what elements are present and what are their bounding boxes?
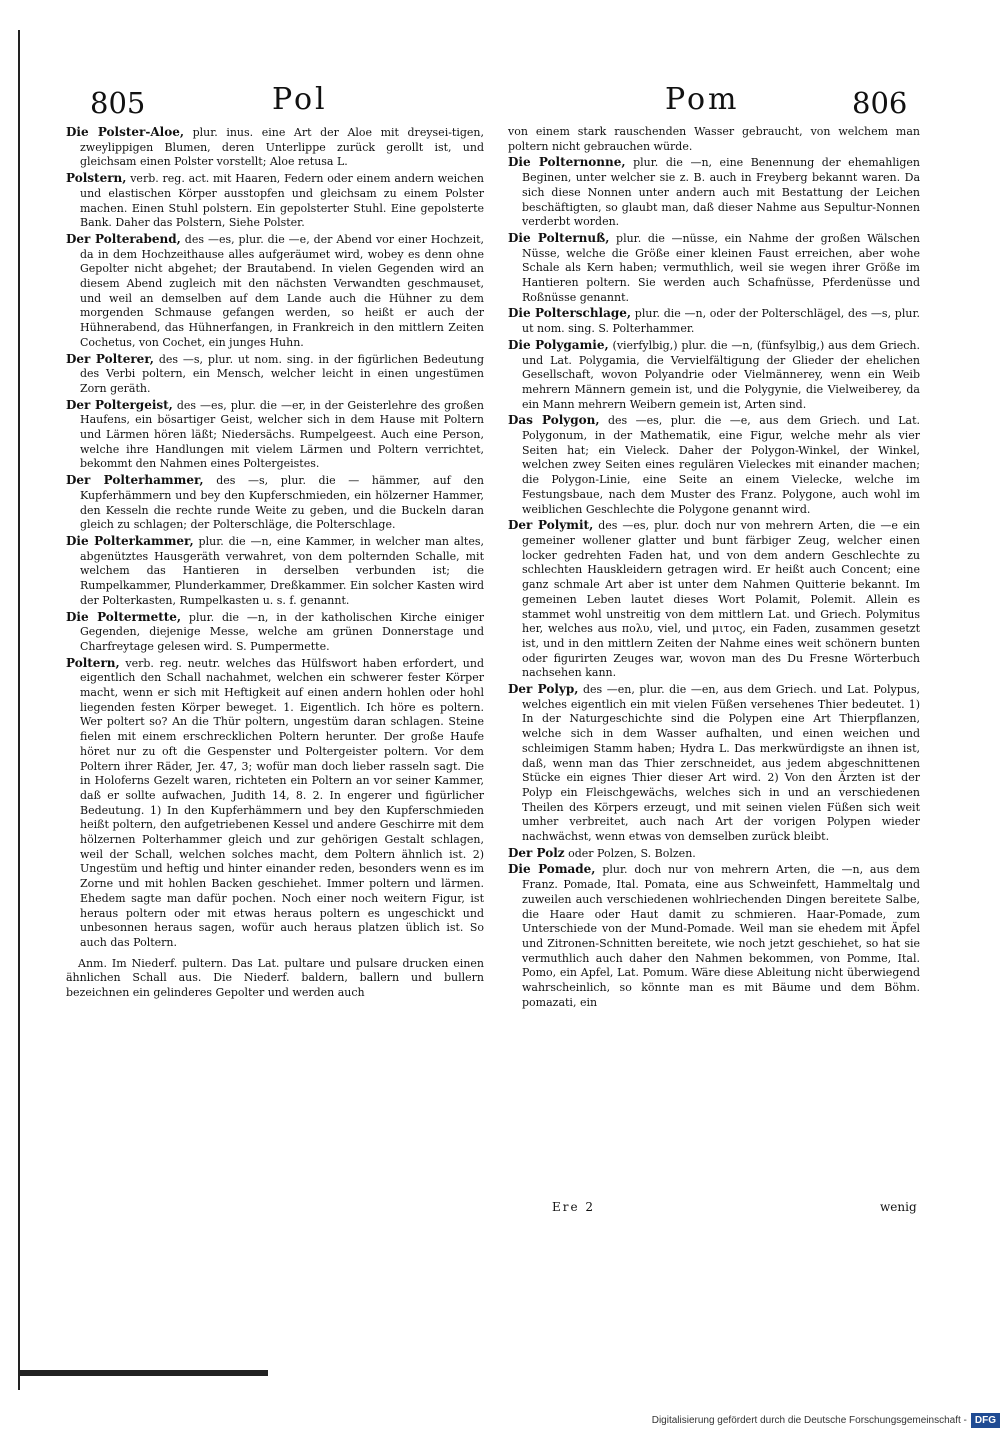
dictionary-entry	[508, 682, 920, 845]
dictionary-entry	[508, 125, 920, 154]
entry-text: von einem stark rauschenden Wasser gebraucht, von welchem man poltern nicht gebrauchen würde.	[508, 125, 920, 153]
entry-headword: Der Polz	[508, 845, 565, 860]
entry-text: des —es, plur. die —e, aus dem Griech. und Lat. Polygonum, in der Mathematik, eine Figur, welche mehr als vier Seiten hat; ein Vieleck. Daher der Polygon-Winkel, der Winkel, welchen zwey Seiten eines regulären Vieleckes mit einander machen; die Polygon-Linie, eine Seite an einem Vielecke, welche im Festungsbaue, nach dem Muster des Franz. Polygone, auch wohl im weiblichen Geschlechte die Polygone genannt wird.	[522, 414, 920, 516]
dictionary-entry	[66, 957, 484, 1001]
running-head-left: Pol	[272, 82, 328, 117]
entry-headword: Das Polygon,	[508, 413, 600, 428]
entry-text: des —es, plur. die —er, in der Geisterlehre des großen Haufens, ein bösartiger Geist, welcher sich in dem Hause mit Poltern und Lärmen hören läßt; Niedersächs. Rumpelgeest. Auch eine Person, welche ihre Handlungen mit vielem Lärmen und Poltern verrichtet, bekommt den Nahmen eines Poltergeistes.	[80, 398, 484, 471]
entry-headword: Poltern,	[66, 655, 120, 670]
dfg-logo: DFG	[971, 1413, 1000, 1428]
dictionary-entry	[508, 306, 920, 336]
dictionary-entry	[508, 413, 920, 517]
dictionary-entry	[66, 352, 484, 397]
entry-headword: Die Pomade,	[508, 862, 596, 877]
entry-headword: Der Polterabend,	[66, 231, 181, 246]
entry-text: plur. die —n, eine Benennung der ehemahligen Beginen, unter welcher sie z. B. auch in Freyberg bekannt waren. Da sich diese Nonnen unter andern auch mit Bestattung der Leichen beschäftigten, so glaubt man, daß dieser Nahme aus Sepultur-Nonnen verderbt worden.	[522, 156, 921, 229]
dictionary-entry	[66, 473, 484, 533]
dictionary-entry	[66, 398, 484, 473]
footer-text: Digitalisierung gefördert durch die Deutsche Forschungsgemeinschaft -	[651, 1414, 967, 1426]
entry-text: des —s, plur. ut nom. sing. in der figürlichen Bedeutung des Verbi poltern, ein Mensch, welcher leicht in einen ungestümen Zorn geräth.	[80, 352, 484, 395]
entry-headword: Die Polterkammer,	[66, 533, 194, 548]
entry-headword: Polstern,	[66, 171, 127, 186]
entry-headword: Die Polternonne,	[508, 155, 626, 170]
entry-headword: Der Polyp,	[508, 682, 579, 697]
entry-text: plur. doch nur von mehrern Arten, die —n, aus dem Franz. Pomade, Ital. Pomata, eine aus Schweinfett, Hammeltalg und zuweilen auch verschiedenen wohlriechenden Dingen bereitete Salbe, die Haare oder Haut damit zu schmieren. Haar-Pomade, zum Unterschiede von der Mund-Pomade. Weil man sie ehedem mit Äpfel und Zitronen-Schnitten bereitete, wie noch jetzt geschiehet, so hat sie vermuthlich auch daher den Nahmen bekommen, von Pomme, Ital. Pomo, ein Apfel, Lat. Pomum. Wäre diese Ableitung nicht überwiegend wahrscheinlich, so könnte man es mit Bäume und dem Böhm. pomazati, ein	[522, 863, 920, 1009]
entry-text: plur. inus. eine Art der Aloe mit dreysei-tigen, zweylippigen Blumen, deren Unterlippe zurück gerollt ist, und gleichsam einen Polster vorstellt; Aloe retusa L.	[80, 126, 484, 169]
dictionary-entry	[508, 231, 920, 306]
binding-line	[18, 30, 20, 1390]
page-number-right: 806	[852, 86, 908, 120]
dictionary-entry	[66, 171, 484, 231]
entry-text: plur. die —n, eine Kammer, in welcher man altes, abgenütztes Hausgeräth verwahret, von dem polternden Schalle, mit welchem das Hantieren in derselben verbunden ist; die Rumpelkammer, Plunderkammer, Dreßkammer. Ein solcher Kasten wird der Polterkasten, Rumpelkasten u. s. f. genannt.	[80, 534, 484, 607]
entry-headword: Der Polterhammer,	[66, 473, 204, 488]
dictionary-entry	[508, 155, 920, 230]
right-column	[508, 125, 920, 1011]
entry-text: Anm. Im Niederf. pultern. Das Lat. pultare und pulsare drucken einen ähnlichen Schall aus. Die Niederf. baldern, ballern und bullern bezeichnen ein gelinderes Gepolter und werden auch	[66, 956, 484, 1000]
entry-text: verb. reg. neutr. welches das Hülfswort haben erfordert, und eigentlich den Schall nachahmet, welchen ein schwerer fester Körper macht, wenn er sich mit Heftigkeit auf einen andern hohlen oder hohl liegenden festen Körper beweget. 1. Eigentlich. Ich höre es poltern. Wer poltert so? An die Thür poltern, ungestüm daran schlagen. Steine fielen mit einem erschrecklichen Poltern herunter. Der große Haufe höret nur zu oft die Gespenster und Poltergeister poltern. Vor dem Poltern ihrer Räder, Jer. 47, 3; wofür man doch lieber rasseln sagt. Die in Holoferns Gezelt waren, richteten ein Poltern an vor seiner Kammer, daß er sollte aufwachen, Judith 14, 8. 2. In engerer und figürlicher Bedeutung. 1) In den Kupferhämmern und bey den Kupferschmieden heißt poltern, den aufgetriebenen Kessel und andere Geschirre mit dem hölzernen Polterhammer gleich und zur gehörigen Gestalt schlagen, weil der Schall, welchen solches macht, dem Poltern ähnlich ist. 2) Ungestüm und heftig und hinter einander reden, besonders wenn es im Zorne und mit hohlen Backen geschiehet. Immer poltern und lärmen. Ehedem sagte man dafür pochen. Noch einer noch weitern Figur, ist heraus poltern oder mit etwas heraus poltern es ungeschickt und unbesonnen heraus sagen, wofür auch heraus platzen üblich ist. So auch das Poltern.	[80, 656, 484, 949]
entry-text: plur. die —n, in der katholischen Kirche einiger Gegenden, diejenige Messe, welche am grünen Donnerstage und Charfreytage gelesen wird. S. Pumpermette.	[80, 610, 484, 653]
dictionary-entry	[508, 846, 920, 862]
dictionary-entry	[66, 232, 484, 351]
dictionary-entry	[66, 125, 484, 170]
dictionary-entry	[66, 656, 484, 951]
entry-headword: Der Polymit,	[508, 518, 594, 533]
entry-headword: Die Polterschlage,	[508, 306, 632, 321]
catchword: wenig	[880, 1200, 917, 1214]
dictionary-entry	[508, 862, 920, 1010]
entry-text: verb. reg. act. mit Haaren, Federn oder einem andern weichen und elastischen Körper ausstopfen und gleichsam zu einem Polster machen. Einen Stuhl polstern. Ein gepolsterter Stuhl. Eine gepolsterte Bank. Daher das Polstern, Siehe Polster.	[80, 172, 484, 230]
dictionary-entry	[66, 534, 484, 609]
dictionary-entry	[66, 610, 484, 655]
entry-text: plur. die —nüsse, ein Nahme der großen Wälschen Nüsse, welche die Größe einer kleinen Faust erreichen, aber wohe Schale als Kern haben; vermuthlich, weil sie wegen ihrer Größe im Hantieren poltern. Sie werden auch Schafnüsse, Pferdenüsse und Roßnüsse genannt.	[522, 231, 920, 304]
entry-headword: Die Polternuß,	[508, 230, 610, 245]
dictionary-entry	[508, 518, 920, 681]
entry-text: plur. die —n, oder der Polterschlägel, des —s, plur. ut nom. sing. S. Polterhammer.	[522, 307, 920, 336]
entry-text: des —en, plur. die —en, aus dem Griech. und Lat. Polypus, welches eigentlich ein mit vielen Füßen versehenes Thier bedeutet. 1) In der Naturgeschichte sind die Polypen eine Art Thierpflanzen, welche sich in dem Wasser aufhalten, und einen weichen und schleimigen Stamm haben; Hydra L. Das merkwürdigste an ihnen ist, daß, wenn man das Thier zerschneidet, aus jedem abgeschnittenen Stücke ein eignes Thier dieser Art wird. 2) Von den Ärzten ist der Polyp ein Fleischgewächs, welches sich in und an verschiedenen Theilen des Körpers erzeugt, und mit seinen vielen Füßen sich weit umher verbreitet, auch nach Art der vorigen Polypen wieder nachwächst, wenn etwas von demselben zurück bleibt.	[522, 683, 920, 844]
footer	[652, 1410, 1000, 1430]
entry-headword: Die Polygamie,	[508, 337, 609, 352]
bottom-rule	[18, 1370, 268, 1376]
entry-headword: Die Poltermette,	[66, 609, 182, 624]
running-head-right: Pom	[665, 82, 740, 117]
page-number-left: 805	[90, 86, 146, 120]
entry-text: des —s, plur. die — hämmer, auf den Kupferhämmern und bey den Kupferschmieden, ein hölzerner Hammer, den Kesseln die rechte runde Weite zu geben, und die Buckeln daran gleich zu schlagen; der Polterschläge, die Polterschlage.	[80, 474, 484, 532]
left-column	[66, 125, 484, 1002]
entry-headword: Der Poltergeist,	[66, 397, 173, 412]
entry-text: des —es, plur. die —e, der Abend vor einer Hochzeit, da in dem Hochzeithause alles aufgeräumet wird, wobey es denn ohne Gepolter nicht abgehet; der Brautabend. In vielen Gegenden wird an diesem Abend zugleich mit den nächsten Verwandten geschmauset, und weil an demselben auf dem Lande auch die Hühner zu dem morgenden Schmause gefangen werden, so heißt er auch der Hühnerabend, das Hühnerfangen, in Frankreich in den mittlern Zeiten Cochetus, von Cochet, ein junges Huhn.	[80, 232, 485, 349]
entry-headword: Der Polterer,	[66, 351, 154, 366]
entry-text: oder Polzen, S. Bolzen.	[564, 846, 696, 860]
signature-mark: Ere 2	[552, 1200, 596, 1214]
entry-text: des —es, plur. doch nur von mehrern Arten, die —e ein gemeiner wollener glatter und bunt färbiger Zeug, welcher einen locker gedrehten Faden hat, und von dem andern Geschlechte zu schlechten Hauskleidern getragen wird. Er heißt auch Concent; eine ganz schmale Art aber ist unter dem Nahmen Quitterie bekannt. Im gemeinen Leben lautet dieses Wort Polamit, Polemit. Allein es stammet wohl unstreitig von dem mittlern Lat. und Griech. Polymitus her, welches aus πολυ, viel, und μιτος, ein Faden, zusammen gesetzt ist, und in den mittlern Zeiten der Nahme eines weit schönern bunten oder figurirten Zeuges war, wovon man des Du Fresne Wörterbuch nachsehen kann.	[522, 519, 920, 680]
entry-text: (vierfylbig,) plur. die —n, (fünfsylbig,) aus dem Griech. und Lat. Polygamia, die Vervielfältigung der Glieder der ehelichen Gesellschaft, wovon Polyandrie oder Vielmännerey, wenn ein Weib mehrern Männern gemein ist, und die Polygynie, die Vielweiberey, da ein Mann mehrern Weibern gemein ist, Arten sind.	[522, 338, 920, 411]
dictionary-entry	[508, 338, 920, 413]
entry-headword: Die Polster-Aloe,	[66, 125, 185, 139]
